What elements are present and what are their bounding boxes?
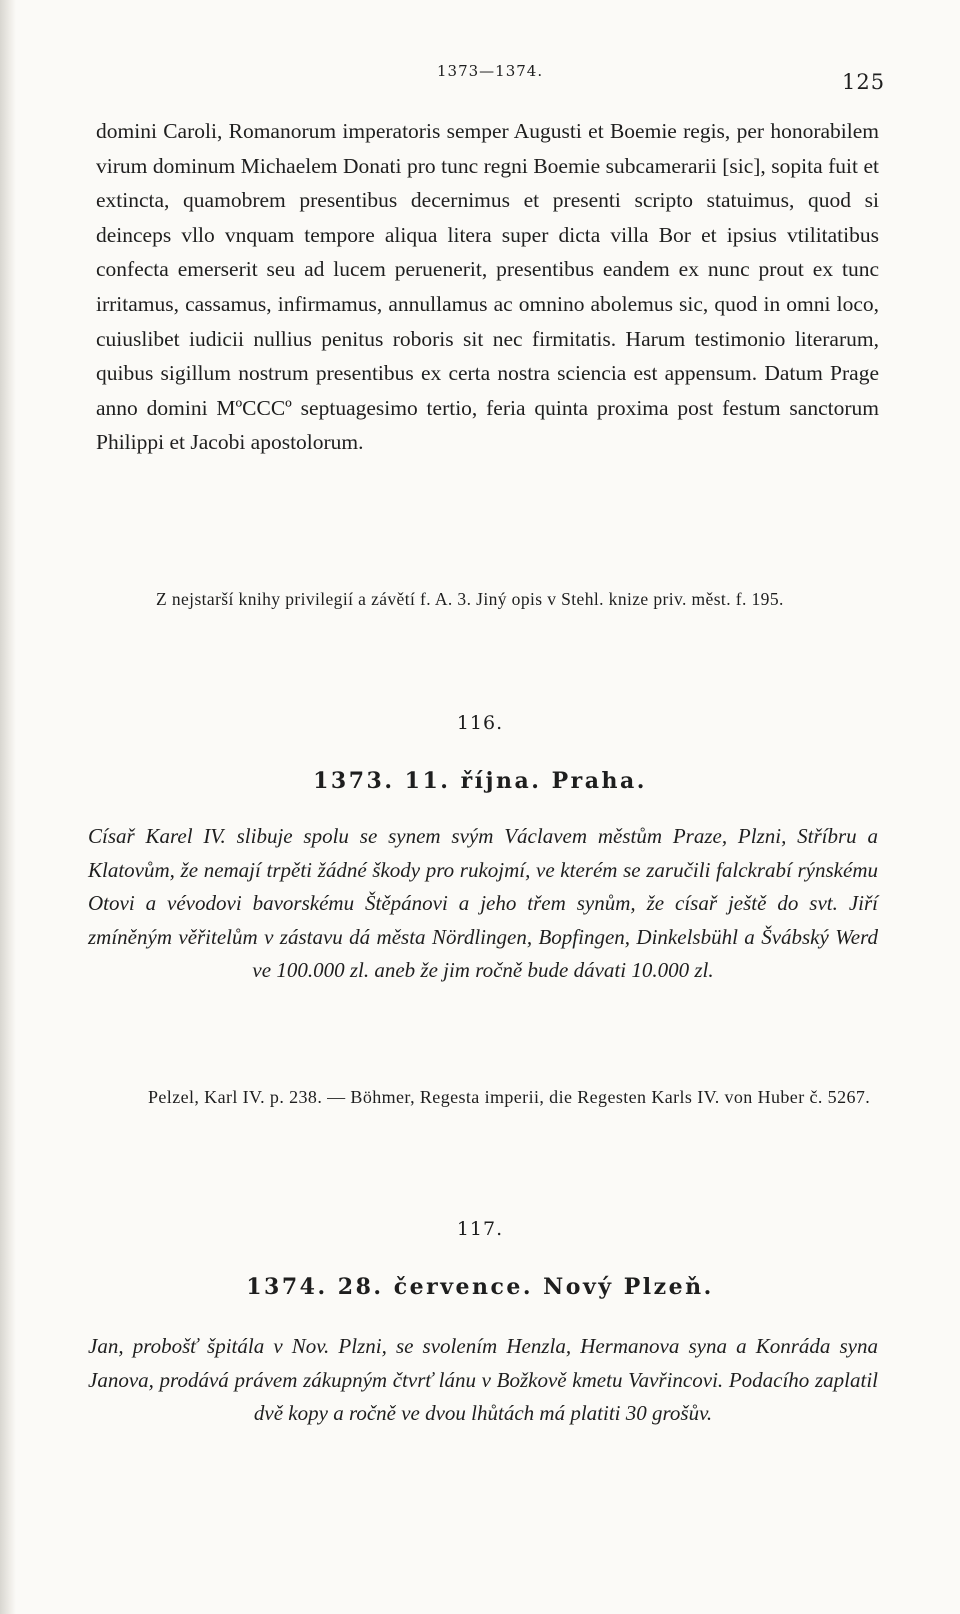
page-number: 125 — [842, 70, 886, 94]
page-gutter-shadow — [0, 0, 16, 1614]
continuation-text — [96, 114, 879, 460]
source-note: Z nejstarší knihy privilegií a závětí f. A. 3. Jiný opis v Stehl. knize priv. měst. f. 195. — [156, 589, 784, 609]
document-number-117: 117. — [456, 1218, 504, 1240]
continuation-paragraph: domini Caroli, Romanorum imperatoris semper Augusti et Boemie regis, per honorabilem virum dominum Michaelem Donati pro tunc regni Boemie subcamerarii [sic], sopita fuit et extincta, quamobrem presentibus decernimus et presenti scripto statuimus, quod si deinceps vllo vnquam tempore aliqua litera super dicta villa Bor et ipsius vtilitatibus confecta emerserit seu ad lucem peruenerit, presentibus eandem ex nunc prout ex tunc irritamus, cassamus, infirmamus, annullamus ac omnino abolemus sic, quod in omni loco, cuiuslibet iudicii nullius penitus roboris sit nec firmitatis. Harum testimonio literarum, quibus sigillum nostrum presentibus ex certa nostra sciencia est appensum. Datum Prage anno domini MºCCCº septuagesimo tertio, feria quinta proxima post festum sanctorum Philippi et Jacobi apostolorum. — [96, 119, 879, 455]
document-number-116: 116. — [456, 712, 504, 734]
citation-116: Pelzel, Karl IV. p. 238. — Böhmer, Regesta imperii, die Regesten Karls IV. von Huber č. 5267. — [148, 1087, 871, 1107]
document-date-116: 1373. 11. října. Praha. — [313, 768, 647, 794]
regest-117: Jan, probošť špitála v Nov. Plzni, se svolením Henzla, Hermanova syna a Konráda syna Janova, prodává právem zákupným čtvrť lánu v Božkově kmetu Vavřincovi. Podacího zaplatil dvě kopy a ročně ve dvou lhůtách má platiti 30 grošův. — [88, 1334, 878, 1425]
document-date-117: 1374. 28. července. Nový Plzeň. — [246, 1274, 714, 1300]
running-head: 1373—1374. — [437, 62, 544, 80]
regest-116: Císař Karel IV. slibuje spolu se synem svým Václavem městům Praze, Plzni, Stříbru a Klatovům, že nemají trpěti žádné škody pro rukojmí, ve kterém se zaručili falckrabí rýnskému Otovi a vévodovi bavorskému Štěpánovi a jeho třem synům, že císař ještě do svt. Jiří zmíněným věřitelům v zástavu dá města Nördlingen, Bopfingen, Dinkelsbühl a Švábský Werd ve 100.000 zl. aneb že jim ročně bude dávati 10.000 zl. — [88, 824, 878, 982]
